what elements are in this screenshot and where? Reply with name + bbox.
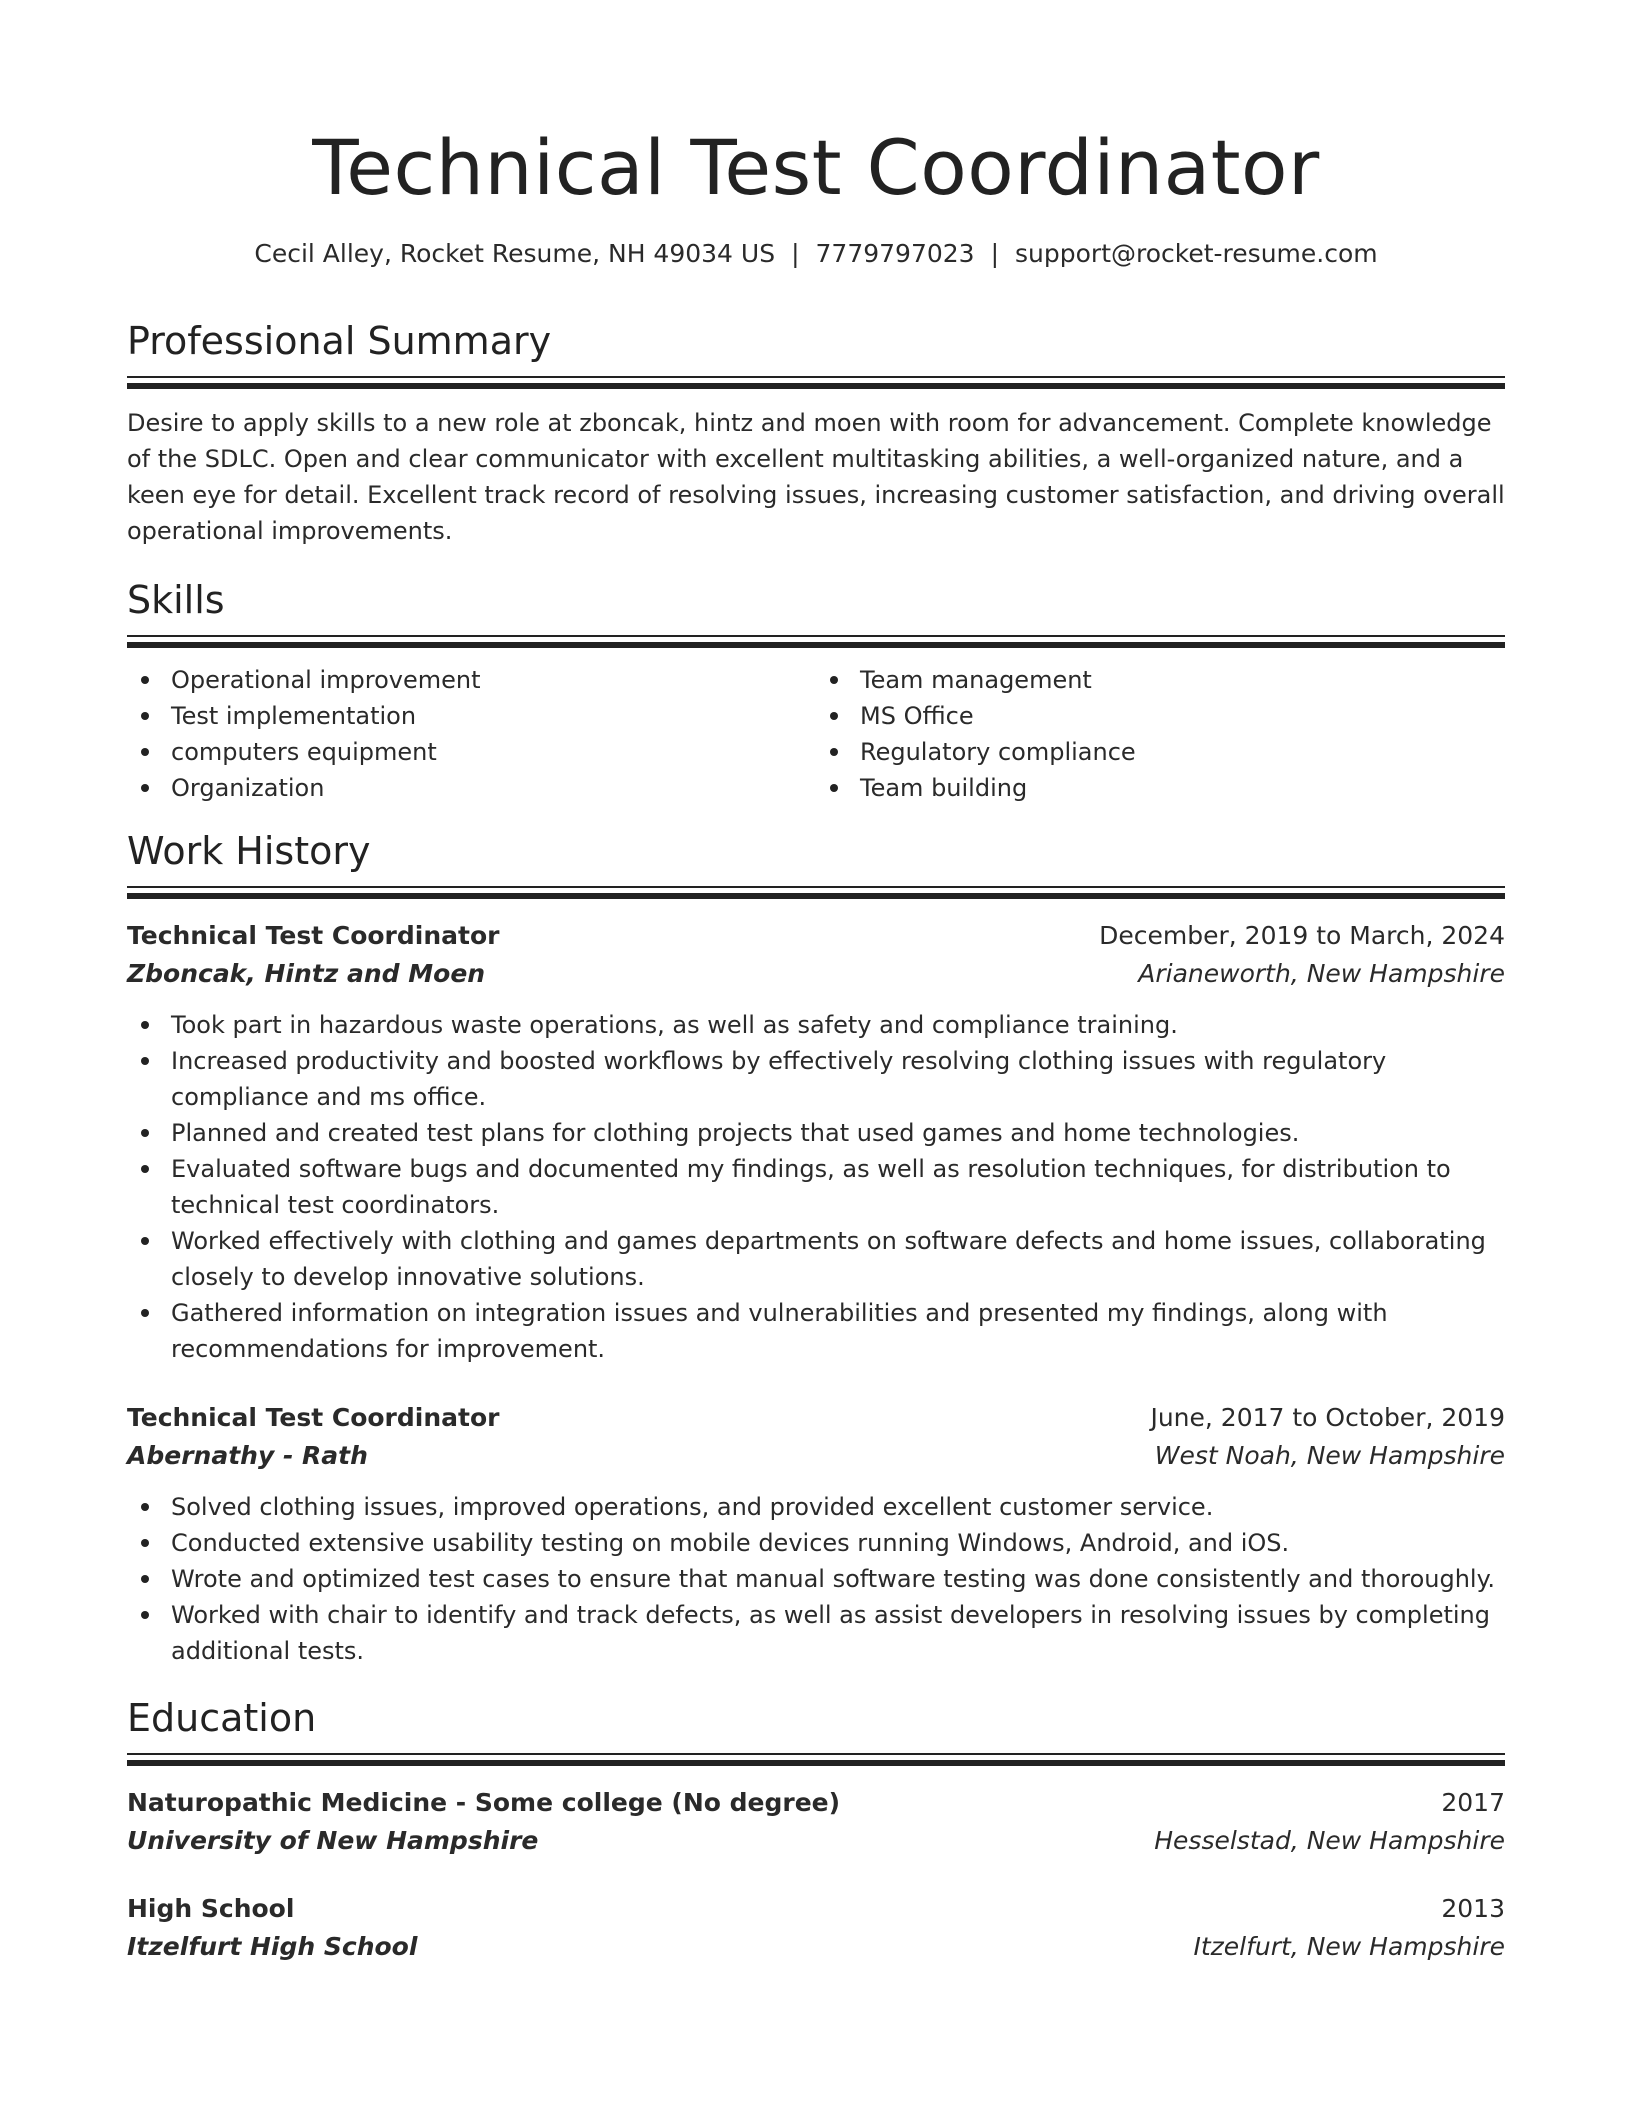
employer-name: Zboncak, Hintz and Moen: [127, 959, 486, 988]
work-history-section: [127, 826, 1505, 1669]
degree-name: High School: [127, 1894, 295, 1923]
section-rule-thick: [127, 893, 1505, 899]
contact-email: support@rocket-resume.com: [1015, 239, 1378, 268]
school-name: University of New Hampshire: [127, 1826, 539, 1855]
duty-item: Planned and created test plans for clothing projects that used games and home technologies.: [171, 1115, 1505, 1151]
education-entry: [127, 1890, 1505, 1966]
skills-column-right: [816, 662, 1505, 806]
job-entry: [127, 917, 1505, 1367]
job-location: West Noah, New Hampshire: [1154, 1441, 1505, 1470]
education-header: [127, 1890, 1505, 1928]
education-subheader: [127, 1928, 1505, 1966]
job-duties-list: [127, 1489, 1505, 1669]
job-title: Technical Test Coordinator: [127, 1403, 500, 1432]
skills-grid: [127, 662, 1505, 806]
skill-item: Organization: [171, 770, 816, 806]
job-header: [127, 917, 1505, 955]
duty-item: Worked effectively with clothing and games departments on software defects and home issues, collaborating closely to develop innovative solutions.: [171, 1223, 1505, 1295]
school-location: Hesselstad, New Hampshire: [1154, 1826, 1505, 1855]
job-duties-list: [127, 1007, 1505, 1367]
section-rule-thin: [127, 376, 1505, 378]
section-heading-education: Education: [127, 1696, 317, 1740]
section-rule-thick: [127, 642, 1505, 648]
education-subheader: [127, 1822, 1505, 1860]
education-year: 2017: [1441, 1788, 1505, 1817]
duty-item: Gathered information on integration issues and vulnerabilities and presented my findings, along with recommendations for improvement.: [171, 1295, 1505, 1367]
section-heading-summary: Professional Summary: [127, 319, 552, 363]
duty-item: Conducted extensive usability testing on mobile devices running Windows, Android, and iOS.: [171, 1525, 1505, 1561]
duty-item: Increased productivity and boosted workflows by effectively resolving clothing issues with regulatory compliance and ms office.: [171, 1043, 1505, 1115]
job-dates: December, 2019 to March, 2024: [1099, 921, 1505, 950]
job-subheader: [127, 1437, 1505, 1475]
duty-item: Evaluated software bugs and documented my findings, as well as resolution techniques, for distribution to technical test coordinators.: [171, 1151, 1505, 1223]
section-rule-thick: [127, 383, 1505, 389]
skill-item: Team building: [860, 770, 1505, 806]
section-rule-thick: [127, 1760, 1505, 1766]
school-location: Itzelfurt, New Hampshire: [1193, 1932, 1505, 1961]
job-title: Technical Test Coordinator: [127, 921, 500, 950]
job-location: Arianeworth, New Hampshire: [1138, 959, 1505, 988]
summary-text: Desire to apply skills to a new role at zboncak, hintz and moen with room for advancement. Complete knowledge of the SDLC. Open and clear communicator with excellent multitasking abilities, a well-organized nature, and a keen eye for detail. Excellent track record of resolving issues, increasing customer satisfaction, and driving overall operational improvements.: [127, 409, 1505, 545]
section-rule-thin: [127, 635, 1505, 637]
contact-address: Cecil Alley, Rocket Resume, NH 49034 US: [254, 239, 776, 268]
education-year: 2013: [1441, 1894, 1505, 1923]
skill-item: computers equipment: [171, 734, 816, 770]
skill-item: Regulatory compliance: [860, 734, 1505, 770]
job-entry: [127, 1399, 1505, 1669]
section-heading-work: Work History: [127, 829, 371, 873]
skill-item: Team management: [860, 662, 1505, 698]
skills-column-left: [127, 662, 816, 806]
section-rule-thin: [127, 886, 1505, 888]
education-section: [127, 1693, 1505, 1966]
education-header: [127, 1784, 1505, 1822]
education-entry: [127, 1784, 1505, 1860]
resume-title: Technical Test Coordinator: [312, 123, 1320, 212]
contact-separator: |: [990, 239, 1000, 268]
job-dates: June, 2017 to October, 2019: [1150, 1403, 1505, 1432]
school-name: Itzelfurt High School: [127, 1932, 418, 1961]
section-rule-thin: [127, 1753, 1505, 1755]
summary-section: [127, 316, 1505, 549]
degree-name: Naturopathic Medicine - Some college (No degree): [127, 1788, 841, 1817]
duty-item: Wrote and optimized test cases to ensure that manual software testing was done consistently and thoroughly.: [171, 1561, 1505, 1597]
duty-item: Solved clothing issues, improved operations, and provided excellent customer service.: [171, 1489, 1505, 1525]
contact-phone: 7779797023: [815, 239, 975, 268]
section-heading-skills: Skills: [127, 578, 225, 622]
skill-item: MS Office: [860, 698, 1505, 734]
duty-item: Worked with chair to identify and track defects, as well as assist developers in resolving issues by completing additional tests.: [171, 1597, 1505, 1669]
job-subheader: [127, 955, 1505, 993]
job-header: [127, 1399, 1505, 1437]
skill-item: Operational improvement: [171, 662, 816, 698]
duty-item: Took part in hazardous waste operations, as well as safety and compliance training.: [171, 1007, 1505, 1043]
skills-section: [127, 575, 1505, 806]
contact-separator: |: [791, 239, 800, 268]
skill-item: Test implementation: [171, 698, 816, 734]
contact-line: [127, 236, 1505, 272]
employer-name: Abernathy - Rath: [127, 1441, 368, 1470]
